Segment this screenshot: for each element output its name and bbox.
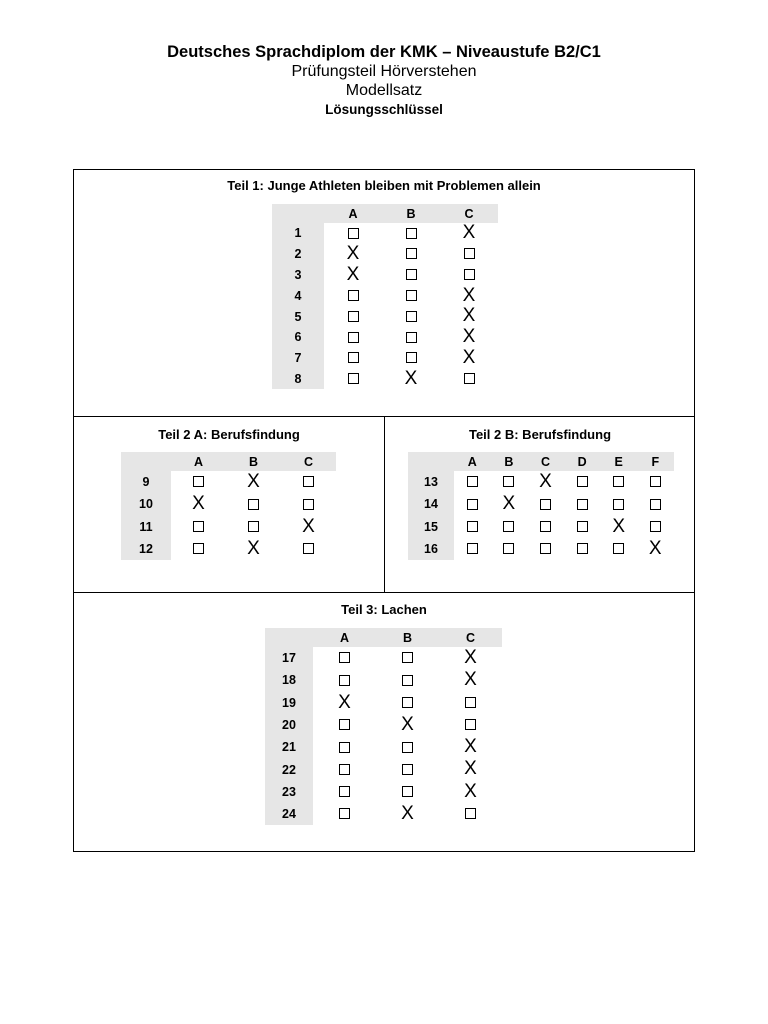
document-title: Deutsches Sprachdiplom der KMK – Niveaustufe B2/C1 <box>167 43 601 61</box>
answer-cell-empty <box>382 244 440 265</box>
answer-cell-empty <box>564 493 601 515</box>
question-number: 15 <box>408 516 454 538</box>
table-row <box>265 781 502 803</box>
answer-cell-empty <box>376 692 439 714</box>
checkbox-empty-icon <box>348 290 359 301</box>
column-header-c: C <box>281 452 336 471</box>
question-number: 10 <box>121 493 171 515</box>
table-row <box>408 516 674 538</box>
checkbox-empty-icon <box>650 499 661 510</box>
answer-cell-marked <box>527 471 564 493</box>
checkbox-empty-icon <box>402 675 413 686</box>
cross-mark-icon: X <box>404 367 418 389</box>
answer-cell-empty <box>382 223 440 244</box>
answer-cell-empty <box>600 538 637 560</box>
answer-cell-empty <box>324 369 382 390</box>
answer-cell-empty <box>439 692 502 714</box>
section-title-teil3: Teil 3: Lachen <box>341 602 427 617</box>
checkbox-empty-icon <box>406 248 417 259</box>
checkbox-empty-icon <box>348 311 359 322</box>
answer-cell-empty <box>454 516 491 538</box>
checkbox-empty-icon <box>339 652 350 663</box>
document-set: Modellsatz <box>345 82 423 99</box>
checkbox-empty-icon <box>348 332 359 343</box>
cross-mark-icon: X <box>464 736 477 758</box>
checkbox-empty-icon <box>503 543 514 554</box>
answer-cell-marked <box>637 538 674 560</box>
answer-cell-marked <box>439 647 502 669</box>
table-row <box>272 223 498 244</box>
checkbox-empty-icon <box>193 476 204 487</box>
answer-cell-empty <box>376 758 439 780</box>
document-key: Lösungsschlüssel <box>325 102 443 117</box>
checkbox-empty-icon <box>339 675 350 686</box>
answer-table-teil2b <box>408 452 674 560</box>
question-number: 24 <box>265 803 313 825</box>
table-header-row <box>272 204 498 223</box>
question-number: 2 <box>272 244 324 265</box>
table-row <box>121 493 336 515</box>
answer-cell-empty <box>313 781 376 803</box>
answer-cell-empty <box>313 758 376 780</box>
answer-cell-marked <box>440 285 498 306</box>
cross-mark-icon: X <box>612 515 626 537</box>
checkbox-empty-icon <box>339 742 350 753</box>
table-row <box>272 348 498 369</box>
checkbox-empty-icon <box>406 332 417 343</box>
answer-cell-marked <box>324 244 382 265</box>
checkbox-empty-icon <box>303 499 314 510</box>
answer-cell-empty <box>376 647 439 669</box>
checkbox-empty-icon <box>193 543 204 554</box>
table-row <box>121 471 336 493</box>
answer-cell-empty <box>313 669 376 691</box>
checkbox-empty-icon <box>248 521 259 532</box>
answer-cell-empty <box>491 471 528 493</box>
checkbox-empty-icon <box>503 521 514 532</box>
answer-cell-marked <box>439 736 502 758</box>
question-number: 18 <box>265 669 313 691</box>
checkbox-empty-icon <box>339 786 350 797</box>
answer-cell-marked <box>440 348 498 369</box>
answer-cell-empty <box>382 285 440 306</box>
answer-cell-marked <box>226 471 281 493</box>
checkbox-empty-icon <box>303 476 314 487</box>
answer-cell-empty <box>454 471 491 493</box>
answer-cell-empty <box>324 327 382 348</box>
table-row <box>272 285 498 306</box>
cross-mark-icon: X <box>247 537 260 559</box>
answer-cell-empty <box>324 285 382 306</box>
section-title-teil2b: Teil 2 B: Berufsfindung <box>468 427 612 442</box>
answer-cell-empty <box>382 327 440 348</box>
answer-cell-empty <box>382 265 440 286</box>
answer-cell-empty <box>527 538 564 560</box>
checkbox-empty-icon <box>613 543 624 554</box>
question-number: 21 <box>265 736 313 758</box>
table-row <box>265 736 502 758</box>
answer-cell-empty <box>491 516 528 538</box>
table-row <box>272 369 498 390</box>
answer-cell-empty <box>564 516 601 538</box>
checkbox-empty-icon <box>406 311 417 322</box>
table-header-corner <box>265 628 313 647</box>
checkbox-empty-icon <box>577 499 588 510</box>
column-header-a: A <box>454 452 491 471</box>
column-header-b: B <box>376 628 439 647</box>
answer-cell-empty <box>440 369 498 390</box>
table-row <box>121 538 336 560</box>
answer-cell-empty <box>454 493 491 515</box>
checkbox-empty-icon <box>193 521 204 532</box>
cross-mark-icon: X <box>462 326 476 348</box>
checkbox-empty-icon <box>613 476 624 487</box>
cross-mark-icon: X <box>462 346 476 368</box>
section-title-teil2a: Teil 2 A: Berufsfindung <box>158 427 300 442</box>
cross-mark-icon: X <box>464 646 477 668</box>
answer-cell-empty <box>440 244 498 265</box>
answer-cell-empty <box>376 736 439 758</box>
question-number: 5 <box>272 306 324 327</box>
answer-table-teil2a <box>121 452 336 560</box>
table-row <box>265 758 502 780</box>
question-number: 8 <box>272 369 324 390</box>
cross-mark-icon: X <box>462 222 476 244</box>
answer-cell-marked <box>440 306 498 327</box>
document-header <box>0 42 768 119</box>
table-header-row <box>408 452 674 471</box>
checkbox-empty-icon <box>650 521 661 532</box>
table-row <box>265 714 502 736</box>
cross-mark-icon: X <box>462 305 476 327</box>
cross-mark-icon: X <box>464 669 477 691</box>
table-row <box>265 669 502 691</box>
answer-cell-marked <box>440 327 498 348</box>
checkbox-empty-icon <box>577 476 588 487</box>
table-row <box>408 471 674 493</box>
question-number: 4 <box>272 285 324 306</box>
answer-cell-empty <box>226 493 281 515</box>
answer-cell-marked <box>600 516 637 538</box>
question-number: 3 <box>272 265 324 286</box>
checkbox-empty-icon <box>303 543 314 554</box>
table-row <box>272 265 498 286</box>
question-number: 20 <box>265 714 313 736</box>
answer-cell-empty <box>281 493 336 515</box>
question-number: 11 <box>121 516 171 538</box>
answer-cell-empty <box>313 714 376 736</box>
cross-mark-icon: X <box>502 493 516 515</box>
answer-cell-empty <box>226 516 281 538</box>
answer-cell-empty <box>376 781 439 803</box>
answer-table-teil3 <box>265 628 502 825</box>
answer-cell-empty <box>281 538 336 560</box>
cross-mark-icon: X <box>346 263 360 285</box>
checkbox-empty-icon <box>406 352 417 363</box>
answer-cell-empty <box>564 538 601 560</box>
cross-mark-icon: X <box>462 284 476 306</box>
answer-cell-empty <box>382 348 440 369</box>
question-number: 13 <box>408 471 454 493</box>
cross-mark-icon: X <box>338 691 351 713</box>
answer-cell-marked <box>226 538 281 560</box>
checkbox-empty-icon <box>577 521 588 532</box>
answer-cell-empty <box>439 714 502 736</box>
cross-mark-icon: X <box>464 780 477 802</box>
cross-mark-icon: X <box>247 470 260 492</box>
divider-horizontal <box>74 592 694 593</box>
answer-cell-empty <box>313 647 376 669</box>
answer-cell-marked <box>376 803 439 825</box>
table-row <box>265 803 502 825</box>
checkbox-empty-icon <box>650 476 661 487</box>
answer-cell-empty <box>491 538 528 560</box>
checkbox-empty-icon <box>402 742 413 753</box>
question-number: 22 <box>265 758 313 780</box>
question-number: 23 <box>265 781 313 803</box>
checkbox-empty-icon <box>406 228 417 239</box>
cross-mark-icon: X <box>539 470 552 492</box>
column-header-f: F <box>637 452 674 471</box>
checkbox-empty-icon <box>467 499 478 510</box>
answer-cell-empty <box>376 669 439 691</box>
column-header-a: A <box>171 452 226 471</box>
checkbox-empty-icon <box>406 290 417 301</box>
answer-cell-empty <box>324 348 382 369</box>
answer-cell-empty <box>313 736 376 758</box>
cross-mark-icon: X <box>346 242 360 264</box>
checkbox-empty-icon <box>348 352 359 363</box>
answer-cell-empty <box>440 265 498 286</box>
column-header-c: C <box>527 452 564 471</box>
checkbox-empty-icon <box>503 476 514 487</box>
checkbox-empty-icon <box>613 499 624 510</box>
table-header-corner <box>408 452 454 471</box>
answer-cell-empty <box>600 471 637 493</box>
answer-cell-empty <box>324 306 382 327</box>
cross-mark-icon: X <box>401 802 414 824</box>
answer-cell-empty <box>527 493 564 515</box>
answer-cell-marked <box>281 516 336 538</box>
answer-key-frame <box>73 169 695 852</box>
answer-cell-empty <box>171 516 226 538</box>
column-header-c: C <box>440 204 498 223</box>
answer-cell-empty <box>637 493 674 515</box>
table-header-row <box>121 452 336 471</box>
table-row <box>121 516 336 538</box>
answer-cell-marked <box>439 781 502 803</box>
answer-cell-empty <box>324 223 382 244</box>
question-number: 7 <box>272 348 324 369</box>
checkbox-empty-icon <box>467 543 478 554</box>
answer-cell-marked <box>439 669 502 691</box>
checkbox-empty-icon <box>402 764 413 775</box>
answer-cell-empty <box>527 516 564 538</box>
checkbox-empty-icon <box>540 499 551 510</box>
checkbox-empty-icon <box>467 521 478 532</box>
table-row <box>265 692 502 714</box>
checkbox-empty-icon <box>465 719 476 730</box>
question-number: 12 <box>121 538 171 560</box>
question-number: 6 <box>272 327 324 348</box>
cross-mark-icon: X <box>192 493 205 515</box>
checkbox-empty-icon <box>464 269 475 280</box>
answer-cell-marked <box>440 223 498 244</box>
answer-cell-marked <box>382 369 440 390</box>
table-header-corner <box>121 452 171 471</box>
table-row <box>265 647 502 669</box>
answer-cell-empty <box>281 471 336 493</box>
answer-cell-empty <box>439 803 502 825</box>
checkbox-empty-icon <box>464 248 475 259</box>
column-header-c: C <box>439 628 502 647</box>
answer-cell-marked <box>491 493 528 515</box>
table-row <box>272 244 498 265</box>
answer-cell-marked <box>313 692 376 714</box>
checkbox-empty-icon <box>464 373 475 384</box>
answer-cell-empty <box>564 471 601 493</box>
cross-mark-icon: X <box>464 758 477 780</box>
checkbox-empty-icon <box>339 719 350 730</box>
question-number: 17 <box>265 647 313 669</box>
answer-cell-marked <box>171 493 226 515</box>
column-header-b: B <box>382 204 440 223</box>
checkbox-empty-icon <box>540 521 551 532</box>
question-number: 14 <box>408 493 454 515</box>
checkbox-empty-icon <box>577 543 588 554</box>
answer-cell-empty <box>637 516 674 538</box>
section-title-teil1: Teil 1: Junge Athleten bleiben mit Problemen allein <box>227 178 541 193</box>
answer-table-teil1 <box>272 204 498 389</box>
question-number: 16 <box>408 538 454 560</box>
table-header-row <box>265 628 502 647</box>
answer-cell-empty <box>382 306 440 327</box>
answer-cell-empty <box>171 538 226 560</box>
question-number: 9 <box>121 471 171 493</box>
answer-cell-marked <box>439 758 502 780</box>
table-header-corner <box>272 204 324 223</box>
checkbox-empty-icon <box>348 228 359 239</box>
question-number: 1 <box>272 223 324 244</box>
cross-mark-icon: X <box>302 515 315 537</box>
checkbox-empty-icon <box>465 808 476 819</box>
table-row <box>408 538 674 560</box>
checkbox-empty-icon <box>402 652 413 663</box>
table-row <box>272 306 498 327</box>
column-header-b: B <box>226 452 281 471</box>
checkbox-empty-icon <box>248 499 259 510</box>
checkbox-empty-icon <box>339 808 350 819</box>
question-number: 19 <box>265 692 313 714</box>
checkbox-empty-icon <box>465 697 476 708</box>
divider-vertical <box>384 416 385 592</box>
table-row <box>408 493 674 515</box>
cross-mark-icon: X <box>648 537 662 559</box>
answer-cell-empty <box>171 471 226 493</box>
checkbox-empty-icon <box>339 764 350 775</box>
cross-mark-icon: X <box>401 713 414 735</box>
answer-cell-empty <box>637 471 674 493</box>
column-header-b: B <box>491 452 528 471</box>
checkbox-empty-icon <box>406 269 417 280</box>
table-row <box>272 327 498 348</box>
checkbox-empty-icon <box>348 373 359 384</box>
checkbox-empty-icon <box>540 543 551 554</box>
column-header-e: E <box>600 452 637 471</box>
column-header-a: A <box>313 628 376 647</box>
checkbox-empty-icon <box>467 476 478 487</box>
answer-cell-empty <box>313 803 376 825</box>
column-header-d: D <box>564 452 601 471</box>
answer-cell-marked <box>376 714 439 736</box>
document-subtitle: Prüfungsteil Hörverstehen <box>291 63 477 80</box>
answer-cell-empty <box>600 493 637 515</box>
column-header-a: A <box>324 204 382 223</box>
answer-cell-marked <box>324 265 382 286</box>
answer-cell-empty <box>454 538 491 560</box>
checkbox-empty-icon <box>402 786 413 797</box>
checkbox-empty-icon <box>402 697 413 708</box>
